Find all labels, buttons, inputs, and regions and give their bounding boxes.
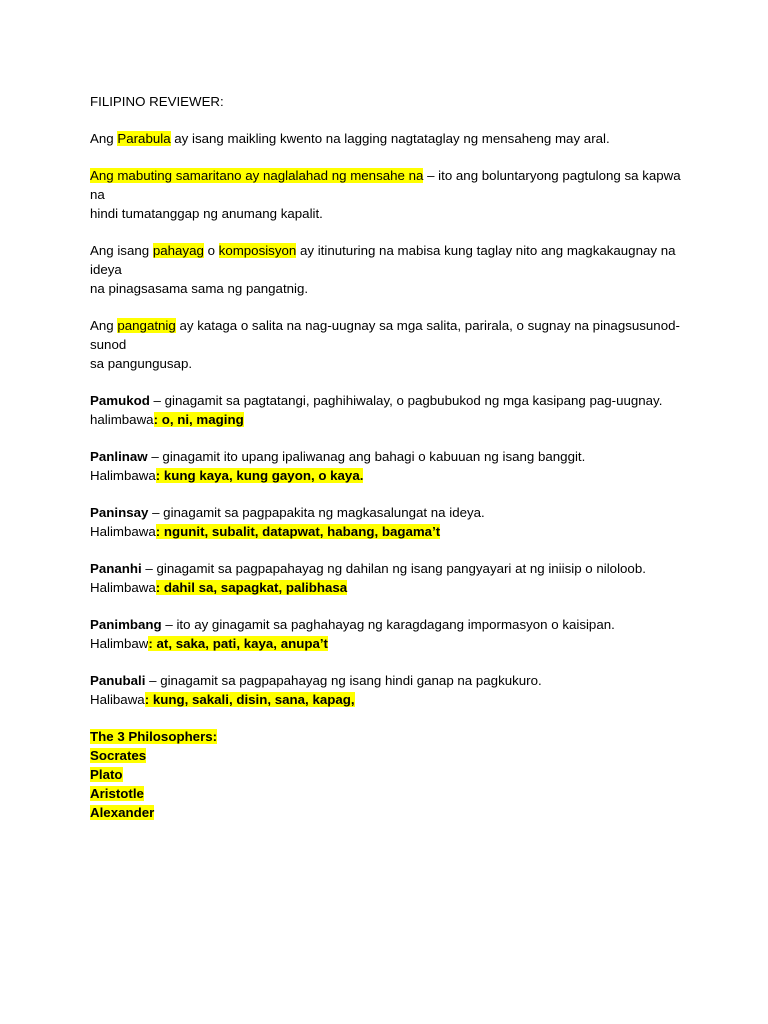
example-label: Halimbawa [90,468,156,483]
example-label: halimbawa [90,412,154,427]
example-words: : kung, sakali, disin, sana, kapag, [144,692,355,707]
philosophers-heading-line [90,727,690,746]
definition-text: – ginagamit ito upang ipaliwanag ang bahagi o kabuuan ng isang banggit. [147,449,586,464]
paragraph-pangatnig [90,316,690,373]
philosopher-line [90,803,690,822]
definition-text: – ginagamit sa pagpapahayag ng dahilan ng isang pangyayari at ng iniisip o niloloob. [141,561,646,576]
definition-term: Panimbang [90,617,162,632]
definition-item [90,671,690,709]
definition-item [90,559,690,597]
philosopher-line [90,765,690,784]
document-body [90,92,690,822]
definition-term: Pananhi [90,561,142,576]
example-words: : kung kaya, kung gayon, o kaya. [155,468,364,483]
text-run: Ang isang [90,243,153,258]
definition-text: – ito ay ginagamit sa paghahayag ng karagdagang impormasyon o kaisipan. [161,617,615,632]
text-run: sa pangungusap. [90,356,193,371]
definition-item [90,503,690,541]
text-run: o [203,243,219,258]
text-run: ay isang maikling kwento na lagging nagtataglay ng mensaheng may aral. [170,131,610,146]
philosopher-name: Plato [90,767,123,782]
philosophers-heading: The 3 Philosophers: [90,729,218,744]
text-run: ay itinuturing na mabisa kung taglay nito ang magkakaugnay na ideya [90,243,676,277]
text-run: Ang [90,131,118,146]
philosopher-name: Socrates [90,748,147,763]
highlighted-phrase: Ang mabuting samaritano ay naglalahad ng mensahe na [90,168,424,183]
example-label: Halimbawa [90,524,156,539]
definition-term: Paninsay [90,505,149,520]
definition-item [90,615,690,653]
highlighted-term: pangatnig [117,318,176,333]
text-run: ay kataga o salita na nag-uugnay sa mga salita, parirala, o sugnay na pinagsusunod-sunod [90,318,680,352]
example-words: : o, ni, maging [153,412,244,427]
philosophers-section [90,727,690,822]
definition-item [90,391,690,429]
paragraph-parabula [90,129,690,148]
philosopher-name: Aristotle [90,786,144,801]
text-run: na pinagsasama sama ng pangatnig. [90,281,309,296]
definition-text: – ginagamit sa pagpapakita ng magkasalungat na ideya. [148,505,485,520]
philosopher-line [90,746,690,765]
example-words: : at, saka, pati, kaya, anupa’t [148,636,328,651]
highlighted-term: pahayag [152,243,204,258]
definition-text: – ginagamit sa pagpapahayag ng isang hindi ganap na pagkukuro. [145,673,542,688]
example-words: : ngunit, subalit, datapwat, habang, bagama’t [155,524,441,539]
paragraph-pahayag [90,241,690,298]
document-title: FILIPINO REVIEWER: [90,94,224,109]
example-words: : dahil sa, sapagkat, palibhasa [155,580,348,595]
definition-item [90,447,690,485]
text-run: – ito ang boluntaryong pagtulong sa kapwa na [90,168,681,202]
highlighted-term: Parabula [117,131,171,146]
philosopher-name: Alexander [90,805,155,820]
definition-term: Panubali [90,673,146,688]
example-label: Halibawa [90,692,145,707]
highlighted-term: komposisyon [218,243,297,258]
definition-term: Panlinaw [90,449,148,464]
definition-term: Pamukod [90,393,150,408]
definition-text: – ginagamit sa pagtatangi, paghihiwalay, o pagbubukod ng mga kasipang pag-uugnay. [149,393,663,408]
paragraph-samaritano [90,166,690,223]
example-label: Halimbawa [90,580,156,595]
example-label: Halimbaw [90,636,149,651]
text-run: Ang [90,318,118,333]
philosopher-line [90,784,690,803]
text-run: hindi tumatanggap ng anumang kapalit. [90,206,323,221]
